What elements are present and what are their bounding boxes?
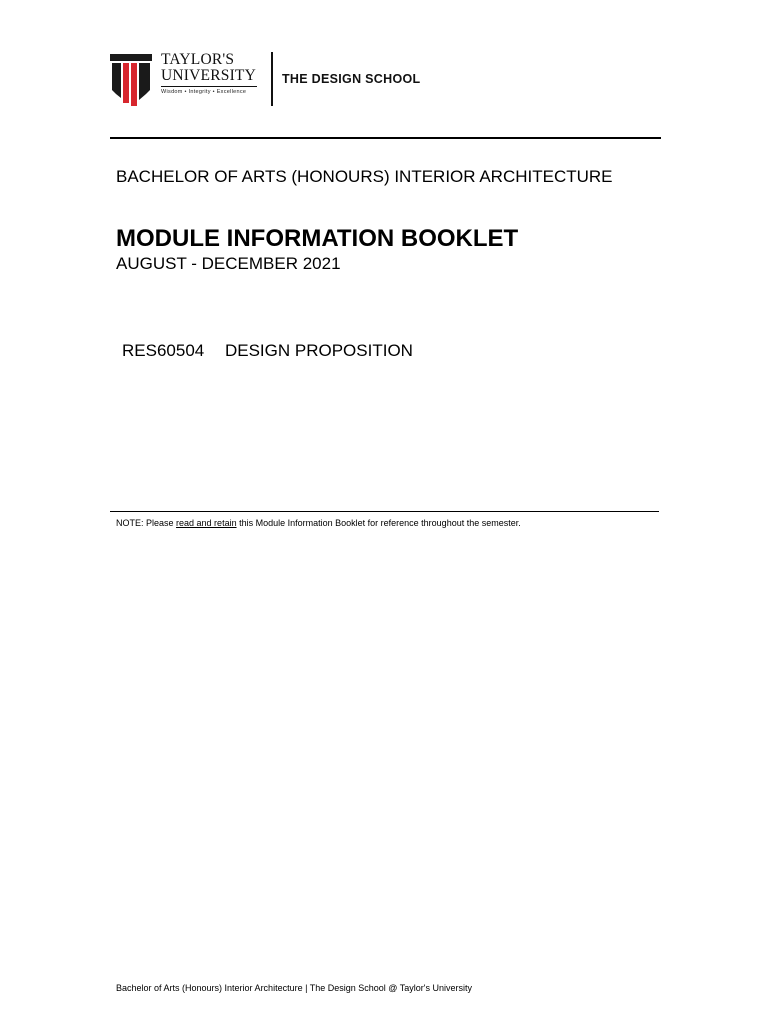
programme-title: BACHELOR OF ARTS (HONOURS) INTERIOR ARCHITECTURE xyxy=(116,167,613,186)
reference-note xyxy=(116,518,521,528)
module-name: DESIGN PROPOSITION xyxy=(224,341,413,360)
page-footer: Bachelor of Arts (Honours) Interior Architecture | The Design School @ Taylor's University xyxy=(116,983,473,993)
university-name-line2: UNIVERSITY xyxy=(161,67,256,84)
logo-divider xyxy=(271,52,273,106)
module-code: RES60504 xyxy=(122,341,205,360)
note-rule xyxy=(110,511,659,512)
university-tagline: Wisdom • Integrity • Excellence xyxy=(161,89,247,95)
note-emphasis: read and retain xyxy=(176,518,237,528)
university-name-line1: TAYLOR'S xyxy=(161,51,235,68)
school-name: THE DESIGN SCHOOL xyxy=(282,72,421,86)
note-suffix: this Module Information Booklet for reference throughout the semester. xyxy=(236,518,521,528)
university-name xyxy=(161,52,256,84)
document-title: MODULE INFORMATION BOOKLET xyxy=(116,225,519,252)
module-heading xyxy=(122,341,413,361)
semester-label: AUGUST - DECEMBER 2021 xyxy=(116,254,341,273)
note-prefix: NOTE: Please xyxy=(116,518,177,528)
header-rule xyxy=(110,137,661,139)
university-underline xyxy=(161,86,257,87)
logo-block xyxy=(110,52,440,106)
university-crest-icon xyxy=(110,54,152,106)
